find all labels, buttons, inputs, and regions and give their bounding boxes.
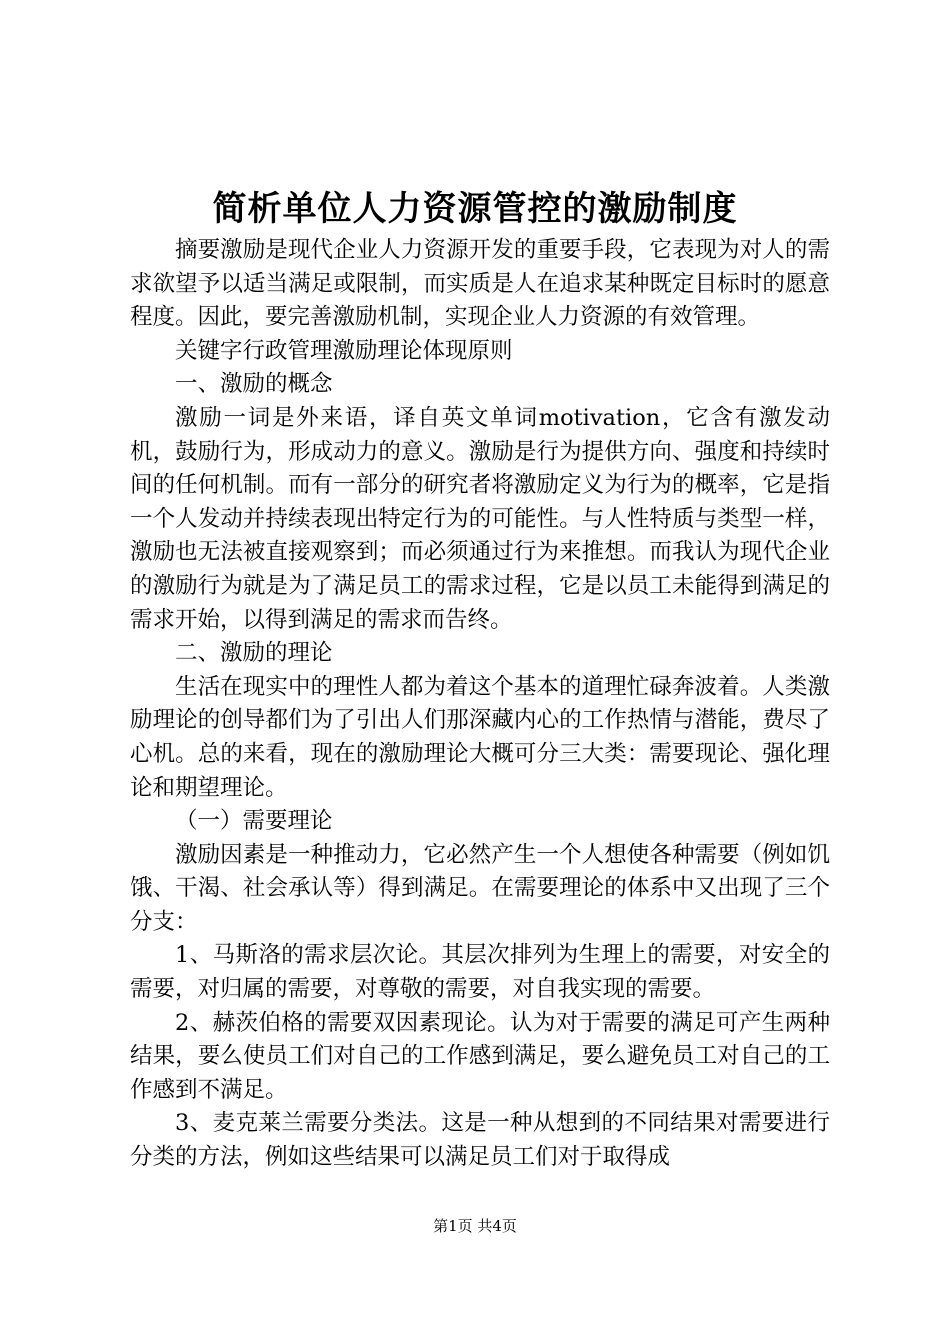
- body-paragraph: 生活在现实中的理性人都为着这个基本的道理忙碌奔波着。人类激励理论的创导都们为了引出人们那深藏内心的工作热情与潜能，费尽了心机。总的来看，现在的激励理论大概可分三大类：需要现论、强化理论和期望理论。: [130, 673, 830, 801]
- keywords-line: 关键字行政管理激励理论体现原则: [175, 337, 513, 364]
- section-heading: 二、激励的理论: [175, 640, 333, 667]
- document-body: [130, 234, 830, 1175]
- subsection-heading: （一）需要理论: [175, 808, 333, 835]
- page-title: 简析单位人力资源管控的激励制度: [212, 189, 738, 229]
- body-paragraph: 激励因素是一种推动力，它必然产生一个人想使各种需要（例如饥饿、干渴、社会承认等）得到满足。在需要理论的体系中又出现了三个分支：: [130, 841, 830, 935]
- abstract-paragraph: 摘要激励是现代企业人力资源开发的重要手段，它表现为对人的需求欲望予以适当满足或限制，而实质是人在追求某种既定目标时的愿意程度。因此，要完善激励机制，实现企业人力资源的有效管理。: [130, 237, 830, 331]
- list-item: 2、赫茨伯格的需要双因素现论。认为对于需要的满足可产生两种结果，要么使员工们对自己的工作感到满足，要么避免员工对自己的工作感到不满足。: [130, 1009, 830, 1103]
- list-item: 1、马斯洛的需求层次论。其层次排列为生理上的需要，对安全的需要，对归属的需要，对尊敬的需要，对自我实现的需要。: [130, 942, 830, 1003]
- body-paragraph: 激励一词是外来语，译自英文单词motivation，它含有激发动机，鼓励行为，形成动力的意义。激励是行为提供方向、强度和持续时间的任何机制。而有一部分的研究者将激励定义为行为的概率，它是指一个人发动并持续表现出特定行为的可能性。与人性特质与类型一样，激励也无法被直接观察到；而必须通过行为来推想。而我认为现代企业的激励行为就是为了满足员工的需求过程，它是以员工未能得到满足的需求开始，以得到满足的需求而告终。: [130, 404, 830, 633]
- section-heading: 一、激励的概念: [175, 371, 333, 398]
- page-footer: 第1页 共4页: [433, 1217, 517, 1235]
- list-item: 3、麦克莱兰需要分类法。这是一种从想到的不同结果对需要进行分类的方法，例如这些结果可以满足员工们对于取得成: [130, 1110, 830, 1171]
